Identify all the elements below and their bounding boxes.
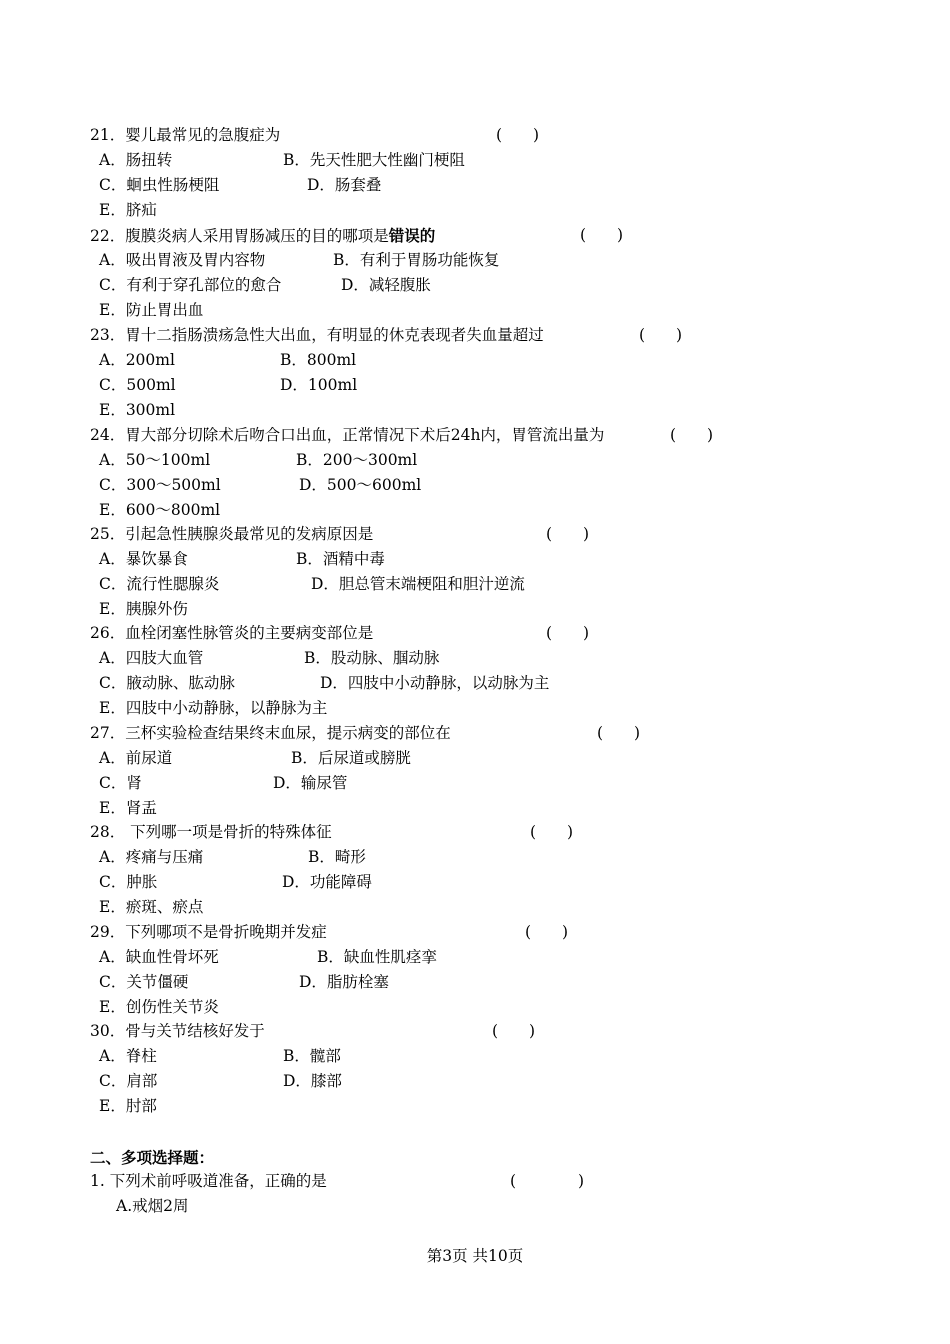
question-22 (90, 223, 890, 248)
option-e: E．600～800ml (99, 501, 221, 519)
answer-blank: ( ) (546, 525, 590, 543)
options-row (99, 1044, 799, 1069)
option-a: A．暴饮暴食 (99, 550, 188, 568)
option-c: C．有利于穿孔部位的愈合 (99, 276, 282, 294)
question-stem: 25．引起急性胰腺炎最常见的发病原因是 (90, 525, 374, 543)
options-row (99, 547, 799, 572)
question-stem: 27．三杯实验检查结果终末血尿，提示病变的部位在 (90, 724, 451, 742)
question-stem: 24．胃大部分切除术后吻合口出血，正常情况下术后24h内，胃管流出量为 (90, 426, 605, 444)
option-c: C．肾 (99, 774, 142, 792)
option-b: B．后尿道或膀胱 (291, 749, 411, 767)
options-row (99, 895, 799, 920)
option-e: E．胰腺外伤 (99, 600, 188, 618)
question-stem: 28． 下列哪一项是骨折的特殊体征 (90, 823, 332, 841)
option-c: C．肿胀 (99, 873, 158, 891)
option-c: C．肩部 (99, 1072, 158, 1090)
option-d: D．四肢中小动静脉，以动脉为主 (320, 674, 550, 692)
option-b: B．畸形 (308, 848, 366, 866)
options-row (99, 473, 799, 498)
question-26 (90, 621, 890, 646)
question-stem: 21．婴儿最常见的急腹症为 (90, 126, 281, 144)
question-25 (90, 522, 890, 547)
options-row (99, 298, 799, 323)
options-row (99, 148, 799, 173)
answer-blank: ( ) (580, 226, 624, 244)
options-row (99, 348, 799, 373)
option-a: A．缺血性骨坏死 (99, 948, 219, 966)
option-e: E．肾盂 (99, 799, 157, 817)
section-title: 二、多项选择题： (90, 1148, 215, 1167)
options-row (99, 845, 799, 870)
options-row (99, 597, 799, 622)
options-row (99, 995, 799, 1020)
options-row (99, 173, 799, 198)
option-e: E．脐疝 (99, 201, 157, 219)
options-row (99, 945, 799, 970)
answer-blank: ( ) (525, 923, 569, 941)
options-row (99, 248, 799, 273)
option-c: C．蛔虫性肠梗阻 (99, 176, 220, 194)
question-stem: 22．腹膜炎病人采用胃肠减压的目的哪项是 (90, 227, 389, 245)
option-b: B．髋部 (283, 1047, 341, 1065)
question-stem: 23．胃十二指肠溃疡急性大出血，有明显的休克表现者失血量超过 (90, 326, 544, 344)
option-d: D．减轻腹胀 (341, 276, 431, 294)
option-a: A．50～100ml (99, 451, 211, 469)
option-a: A．肠扭转 (99, 151, 173, 169)
options-row (99, 771, 799, 796)
answer-blank: ( ) (530, 823, 574, 841)
option-a: A．吸出胃液及胃内容物 (99, 251, 266, 269)
option-b: B．股动脉、腘动脉 (304, 649, 440, 667)
option-d: D．肠套叠 (307, 176, 382, 194)
options-row (99, 398, 799, 423)
question-stem: 29．下列哪项不是骨折晚期并发症 (90, 923, 327, 941)
option-b: B．酒精中毒 (296, 550, 385, 568)
option-d: D．膝部 (283, 1072, 342, 1090)
question-30 (90, 1019, 890, 1044)
option-e: E．防止胃出血 (99, 301, 204, 319)
options-row (99, 746, 799, 771)
answer-blank: ( ) (639, 326, 683, 344)
option-b: B．800ml (280, 351, 357, 369)
question-23 (90, 323, 890, 348)
options-row (99, 1094, 799, 1119)
options-row (99, 1069, 799, 1094)
options-row (99, 671, 799, 696)
answer-blank: ( ) (670, 426, 714, 444)
answer-blank: ( ) (510, 1172, 585, 1190)
option-e: E．创伤性关节炎 (99, 998, 219, 1016)
options-row (99, 870, 799, 895)
option-c: C．流行性腮腺炎 (99, 575, 220, 593)
options-row (99, 273, 799, 298)
option-e: E．肘部 (99, 1097, 157, 1115)
options-row (99, 646, 799, 671)
option-c: C．关节僵硬 (99, 973, 189, 991)
option-e: E．瘀斑、瘀点 (99, 898, 204, 916)
option-d: D．输尿管 (273, 774, 348, 792)
question-21 (90, 123, 890, 148)
options-row (99, 498, 799, 523)
options-row (99, 448, 799, 473)
option-d: D．500～600ml (299, 476, 422, 494)
question-27 (90, 721, 890, 746)
options-row (99, 796, 799, 821)
question-28 (90, 820, 890, 845)
question-24 (90, 423, 910, 448)
option-b: B．先天性肥大性幽门梗阻 (283, 151, 465, 169)
option-b: B．缺血性肌痉挛 (317, 948, 437, 966)
option-d: D．脂肪栓塞 (299, 973, 389, 991)
option-d: D．功能障碍 (282, 873, 372, 891)
answer-blank: ( ) (546, 624, 590, 642)
options-row (99, 696, 799, 721)
option-a: A．200ml (99, 351, 175, 369)
question-stem: 26．血栓闭塞性脉管炎的主要病变部位是 (90, 624, 374, 642)
question-stem: 30．骨与关节结核好发于 (90, 1022, 265, 1040)
answer-blank: ( ) (597, 724, 641, 742)
options-row (99, 198, 799, 223)
option-e: E．300ml (99, 401, 176, 419)
option-b: B．有利于胃肠功能恢复 (333, 251, 500, 269)
option-e: E．四肢中小动静脉，以静脉为主 (99, 699, 328, 717)
option-a: A．前尿道 (99, 749, 173, 767)
page-number: 第3页 共10页 (426, 1247, 524, 1265)
option-a: A．脊柱 (99, 1047, 157, 1065)
multi-question-1 (90, 1169, 890, 1194)
option-c: C．300～500ml (99, 476, 221, 494)
answer-blank: ( ) (492, 1022, 536, 1040)
emphasis-text: 错误的 (388, 226, 436, 245)
option-a: A．疼痛与压痛 (99, 848, 204, 866)
question-stem: 1. 下列术前呼吸道准备，正确的是 (90, 1172, 327, 1190)
option-d: D．胆总管末端梗阻和胆汁逆流 (311, 575, 525, 593)
options-row (99, 970, 799, 995)
option-a: A．四肢大血管 (99, 649, 204, 667)
question-29 (90, 920, 890, 945)
options-row (99, 373, 799, 398)
option-c: C．腋动脉、肱动脉 (99, 674, 235, 692)
option-a: A.戒烟2周 (116, 1197, 189, 1215)
option-d: D．100ml (280, 376, 358, 394)
answer-blank: ( ) (496, 126, 540, 144)
options-row (99, 572, 799, 597)
option-c: C．500ml (99, 376, 176, 394)
option-b: B．200～300ml (296, 451, 418, 469)
